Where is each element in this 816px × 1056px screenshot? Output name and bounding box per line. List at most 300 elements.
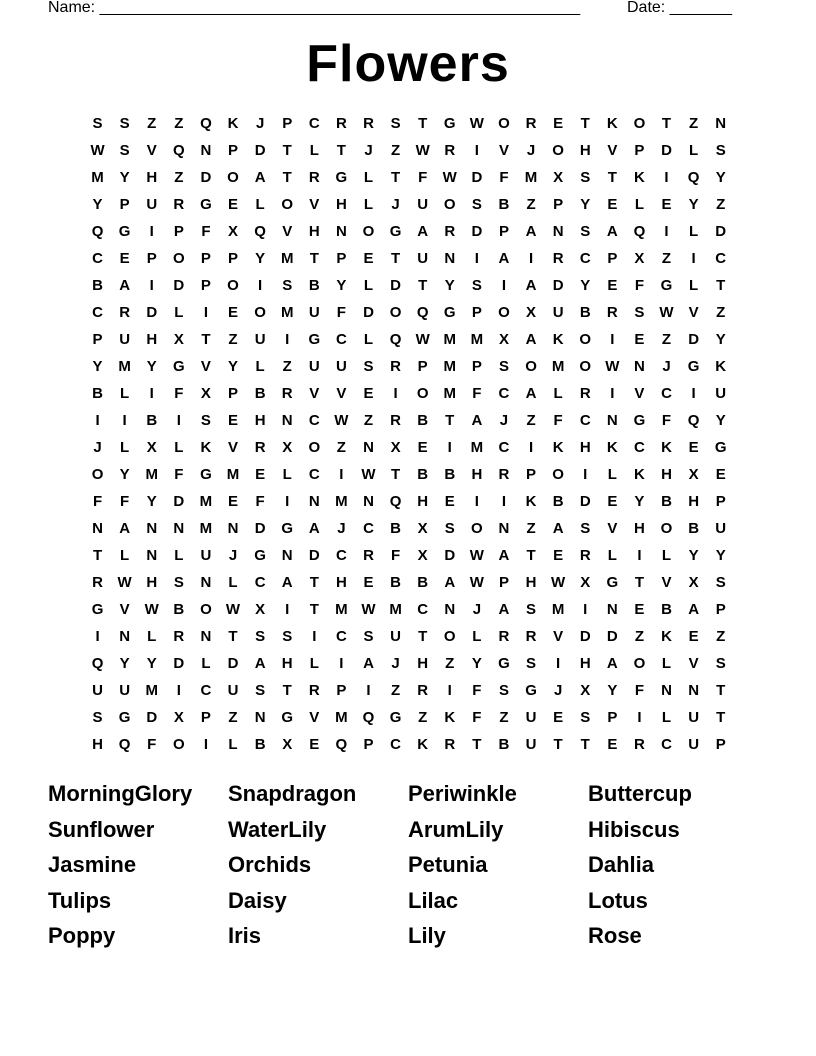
grid-letter[interactable]: B (146, 412, 158, 429)
grid-letter[interactable]: B (552, 493, 564, 510)
grid-letter[interactable]: F (499, 169, 509, 186)
grid-letter[interactable]: W (361, 466, 376, 483)
grid-letter[interactable]: X (255, 601, 266, 618)
grid-letter[interactable]: B (390, 520, 401, 537)
grid-letter[interactable]: Q (91, 223, 104, 240)
grid-letter[interactable]: C (498, 385, 510, 402)
grid-letter[interactable]: J (391, 196, 400, 213)
grid-letter[interactable]: K (552, 331, 564, 348)
grid-letter[interactable]: Z (634, 628, 644, 645)
grid-letter[interactable]: N (444, 601, 456, 618)
grid-letter[interactable]: T (716, 709, 726, 726)
grid-letter[interactable]: V (607, 520, 618, 537)
grid-letter[interactable]: H (661, 466, 672, 483)
grid-letter[interactable]: D (146, 709, 158, 726)
grid-letter[interactable]: D (715, 223, 727, 240)
grid-letter[interactable]: A (417, 223, 429, 240)
grid-letter[interactable]: H (688, 493, 700, 510)
grid-letter[interactable]: E (444, 493, 455, 510)
grid-letter[interactable]: Z (147, 115, 157, 132)
grid-letter[interactable]: Y (471, 655, 482, 672)
grid-letter[interactable]: C (661, 736, 672, 753)
grid-letter[interactable]: Z (716, 628, 726, 645)
grid-letter[interactable]: M (551, 601, 565, 618)
grid-letter[interactable]: Z (390, 682, 401, 699)
grid-letter[interactable]: O (91, 466, 104, 483)
grid-letter[interactable]: X (580, 574, 591, 591)
grid-letter[interactable]: E (607, 277, 618, 294)
grid-letter[interactable]: L (634, 196, 644, 213)
grid-letter[interactable]: R (308, 169, 320, 186)
grid-letter[interactable]: H (281, 655, 293, 672)
grid-letter[interactable]: Y (146, 493, 157, 510)
grid-letter[interactable]: I (122, 412, 127, 429)
grid-letter[interactable]: J (337, 520, 346, 537)
grid-letter[interactable]: K (227, 115, 239, 132)
grid-letter[interactable]: S (471, 196, 482, 213)
grid-letter[interactable]: J (499, 412, 509, 429)
grid-letter[interactable]: U (146, 196, 158, 213)
grid-letter[interactable]: T (418, 277, 428, 294)
grid-letter[interactable]: R (390, 358, 401, 375)
grid-letter[interactable]: O (227, 277, 239, 294)
grid-letter[interactable]: L (689, 277, 699, 294)
grid-letter[interactable]: C (335, 628, 347, 645)
grid-letter[interactable]: J (228, 547, 238, 564)
grid-letter[interactable]: I (339, 466, 344, 483)
grid-letter[interactable]: V (200, 358, 211, 375)
grid-letter[interactable]: S (580, 709, 591, 726)
grid-letter[interactable]: Z (661, 250, 672, 267)
grid-letter[interactable]: I (583, 601, 588, 618)
grid-letter[interactable]: T (336, 142, 346, 159)
grid-letter[interactable]: L (661, 655, 672, 672)
grid-letter[interactable]: R (335, 115, 347, 132)
grid-letter[interactable]: Z (661, 331, 672, 348)
grid-letter[interactable]: C (92, 250, 103, 267)
grid-letter[interactable]: K (606, 115, 618, 132)
grid-letter[interactable]: A (444, 574, 456, 591)
grid-letter[interactable]: O (552, 142, 564, 159)
grid-letter[interactable]: L (363, 331, 374, 348)
grid-letter[interactable]: P (146, 250, 157, 267)
grid-letter[interactable]: T (309, 601, 319, 618)
grid-letter[interactable]: L (120, 547, 130, 564)
grid-letter[interactable]: G (308, 331, 321, 348)
grid-letter[interactable]: P (228, 385, 239, 402)
grid-letter[interactable]: Q (687, 412, 700, 429)
grid-letter[interactable]: M (145, 466, 158, 483)
grid-letter[interactable]: O (443, 628, 456, 645)
grid-letter[interactable]: D (471, 169, 483, 186)
grid-letter[interactable]: R (281, 385, 293, 402)
grid-letter[interactable]: B (661, 601, 672, 618)
grid-letter[interactable]: I (556, 655, 561, 672)
grid-letter[interactable]: N (308, 493, 320, 510)
grid-letter[interactable]: N (254, 709, 266, 726)
grid-letter[interactable]: S (715, 655, 726, 672)
grid-letter[interactable]: F (120, 493, 130, 510)
grid-letter[interactable]: L (689, 223, 699, 240)
grid-letter[interactable]: H (471, 466, 483, 483)
grid-letter[interactable]: P (553, 196, 564, 213)
grid-letter[interactable]: T (92, 547, 103, 564)
grid-letter[interactable]: G (281, 709, 294, 726)
grid-letter[interactable]: S (580, 223, 591, 240)
grid-letter[interactable]: S (390, 115, 401, 132)
grid-letter[interactable]: S (200, 412, 211, 429)
grid-letter[interactable]: A (525, 277, 537, 294)
grid-letter[interactable]: B (92, 385, 103, 402)
grid-letter[interactable]: O (443, 196, 456, 213)
grid-letter[interactable]: Z (336, 439, 346, 456)
grid-letter[interactable]: S (715, 142, 726, 159)
grid-letter[interactable]: B (92, 277, 103, 294)
grid-letter[interactable]: Q (633, 223, 646, 240)
grid-letter[interactable]: O (633, 655, 646, 672)
grid-letter[interactable]: Z (174, 169, 184, 186)
grid-letter[interactable]: F (418, 169, 428, 186)
grid-letter[interactable]: J (93, 439, 102, 456)
grid-letter[interactable]: M (91, 169, 104, 186)
grid-letter[interactable]: I (149, 223, 154, 240)
grid-letter[interactable]: H (146, 331, 158, 348)
grid-letter[interactable]: C (661, 385, 672, 402)
grid-letter[interactable]: E (553, 709, 564, 726)
grid-letter[interactable]: N (335, 223, 347, 240)
grid-letter[interactable]: D (227, 655, 239, 672)
grid-letter[interactable]: L (228, 574, 238, 591)
grid-letter[interactable]: X (688, 466, 699, 483)
grid-letter[interactable]: H (308, 223, 320, 240)
grid-letter[interactable]: E (688, 439, 699, 456)
grid-letter[interactable]: F (255, 493, 265, 510)
grid-letter[interactable]: W (225, 601, 241, 618)
grid-letter[interactable]: I (528, 250, 534, 267)
grid-letter[interactable]: H (254, 412, 266, 429)
grid-letter[interactable]: W (144, 601, 159, 618)
name-field-label[interactable]: Name: ______________________________________________________ (48, 0, 581, 16)
grid-letter[interactable]: N (200, 142, 212, 159)
grid-letter[interactable]: Z (228, 709, 238, 726)
grid-letter[interactable]: D (254, 142, 266, 159)
grid-letter[interactable]: I (474, 250, 479, 267)
grid-letter[interactable]: W (415, 142, 430, 159)
grid-letter[interactable]: Y (255, 250, 266, 267)
grid-letter[interactable]: Y (634, 493, 645, 510)
grid-letter[interactable]: S (498, 682, 509, 699)
grid-letter[interactable]: C (579, 250, 591, 267)
grid-letter[interactable]: I (393, 385, 398, 402)
grid-letter[interactable]: V (146, 142, 157, 159)
grid-letter[interactable]: X (228, 223, 239, 240)
grid-letter[interactable]: G (281, 520, 294, 537)
grid-letter[interactable]: Y (580, 277, 591, 294)
grid-letter[interactable]: T (282, 142, 292, 159)
grid-letter[interactable]: Q (91, 655, 104, 672)
grid-letter[interactable]: Q (335, 736, 348, 753)
grid-letter[interactable]: T (553, 736, 563, 753)
grid-letter[interactable]: E (363, 574, 374, 591)
grid-letter[interactable]: P (715, 493, 726, 510)
grid-letter[interactable]: H (579, 439, 591, 456)
grid-letter[interactable]: E (119, 250, 130, 267)
grid-letter[interactable]: O (471, 520, 483, 537)
grid-letter[interactable]: R (525, 628, 537, 645)
grid-letter[interactable]: Q (389, 493, 402, 510)
grid-letter[interactable]: A (363, 655, 374, 672)
grid-letter[interactable]: P (92, 331, 103, 348)
grid-letter[interactable]: G (525, 682, 537, 699)
grid-letter[interactable]: T (607, 169, 617, 186)
grid-letter[interactable]: N (688, 682, 700, 699)
grid-letter[interactable]: N (661, 682, 672, 699)
grid-letter[interactable]: H (335, 574, 347, 591)
grid-letter[interactable]: C (634, 439, 645, 456)
grid-letter[interactable]: U (525, 736, 537, 753)
grid-letter[interactable]: S (282, 277, 293, 294)
grid-letter[interactable]: Z (418, 709, 428, 726)
grid-letter[interactable]: E (255, 466, 266, 483)
grid-letter[interactable]: H (525, 574, 537, 591)
grid-letter[interactable]: I (447, 439, 452, 456)
grid-letter[interactable]: F (472, 682, 482, 699)
grid-letter[interactable]: G (660, 277, 673, 294)
grid-letter[interactable]: K (634, 466, 645, 483)
grid-letter[interactable]: I (528, 439, 534, 456)
grid-letter[interactable]: B (417, 574, 429, 591)
grid-letter[interactable]: F (390, 547, 401, 564)
grid-letter[interactable]: M (389, 601, 402, 618)
grid-letter[interactable]: W (551, 574, 566, 591)
grid-letter[interactable]: R (552, 250, 564, 267)
grid-letter[interactable]: N (227, 520, 239, 537)
grid-letter[interactable]: U (688, 736, 700, 753)
grid-letter[interactable]: J (255, 115, 265, 132)
grid-letter[interactable]: B (444, 466, 456, 483)
grid-letter[interactable]: N (715, 115, 727, 132)
grid-letter[interactable]: Z (445, 655, 455, 672)
grid-letter[interactable]: O (227, 169, 239, 186)
grid-letter[interactable]: R (444, 736, 456, 753)
grid-letter[interactable]: X (526, 304, 537, 321)
grid-letter[interactable]: N (444, 250, 456, 267)
grid-letter[interactable]: O (308, 439, 321, 456)
grid-letter[interactable]: P (228, 142, 239, 159)
grid-letter[interactable]: X (634, 250, 645, 267)
grid-letter[interactable]: S (92, 115, 103, 132)
grid-letter[interactable]: L (309, 655, 319, 672)
grid-letter[interactable]: C (254, 574, 266, 591)
grid-letter[interactable]: Y (580, 196, 591, 213)
grid-letter[interactable]: L (174, 304, 184, 321)
grid-letter[interactable]: Z (716, 304, 726, 321)
grid-letter[interactable]: C (390, 736, 401, 753)
grid-letter[interactable]: Q (172, 142, 185, 159)
grid-letter[interactable]: C (335, 331, 347, 348)
grid-letter[interactable]: E (607, 736, 618, 753)
grid-letter[interactable]: I (285, 493, 290, 510)
grid-letter[interactable]: L (120, 385, 130, 402)
grid-letter[interactable]: L (363, 277, 374, 294)
grid-letter[interactable]: M (524, 169, 538, 186)
grid-letter[interactable]: C (308, 115, 320, 132)
grid-letter[interactable]: U (552, 304, 564, 321)
grid-letter[interactable]: D (173, 493, 185, 510)
grid-letter[interactable]: F (661, 412, 672, 429)
grid-letter[interactable]: U (254, 331, 266, 348)
grid-letter[interactable]: A (498, 601, 510, 618)
grid-letter[interactable]: P (282, 115, 293, 132)
grid-letter[interactable]: I (474, 142, 479, 159)
grid-letter[interactable]: L (363, 169, 374, 186)
grid-letter[interactable]: N (606, 601, 618, 618)
grid-letter[interactable]: A (606, 655, 618, 672)
grid-letter[interactable]: D (471, 223, 483, 240)
grid-letter[interactable]: T (390, 250, 401, 267)
grid-letter[interactable]: Y (119, 169, 130, 186)
grid-letter[interactable]: G (389, 709, 402, 726)
grid-letter[interactable]: L (228, 736, 238, 753)
grid-letter[interactable]: X (146, 439, 157, 456)
grid-letter[interactable]: F (336, 304, 346, 321)
grid-letter[interactable]: Z (716, 196, 726, 213)
grid-letter[interactable]: V (119, 601, 130, 618)
grid-letter[interactable]: D (146, 304, 158, 321)
grid-letter[interactable]: P (715, 601, 726, 618)
grid-letter[interactable]: R (525, 115, 537, 132)
grid-letter[interactable]: X (173, 331, 184, 348)
grid-letter[interactable]: I (285, 331, 290, 348)
grid-letter[interactable]: N (92, 520, 103, 537)
grid-letter[interactable]: P (336, 682, 347, 699)
grid-letter[interactable]: K (444, 709, 456, 726)
grid-letter[interactable]: S (255, 682, 266, 699)
grid-letter[interactable]: H (146, 169, 158, 186)
grid-letter[interactable]: Y (715, 412, 726, 429)
grid-letter[interactable]: R (634, 736, 645, 753)
grid-letter[interactable]: P (471, 304, 482, 321)
grid-letter[interactable]: I (312, 628, 317, 645)
grid-letter[interactable]: B (498, 736, 510, 753)
grid-letter[interactable]: I (149, 277, 154, 294)
grid-letter[interactable]: X (580, 682, 591, 699)
grid-letter[interactable]: A (525, 223, 537, 240)
grid-letter[interactable]: Y (119, 655, 130, 672)
grid-letter[interactable]: N (119, 628, 131, 645)
grid-letter[interactable]: J (662, 358, 671, 375)
grid-letter[interactable]: P (634, 142, 645, 159)
grid-letter[interactable]: M (551, 358, 565, 375)
grid-letter[interactable]: S (282, 628, 293, 645)
grid-letter[interactable]: R (92, 574, 103, 591)
grid-letter[interactable]: V (309, 709, 320, 726)
grid-letter[interactable]: D (552, 277, 564, 294)
grid-letter[interactable]: D (661, 142, 672, 159)
grid-letter[interactable]: Y (715, 331, 726, 348)
grid-letter[interactable]: L (174, 439, 184, 456)
grid-letter[interactable]: A (606, 223, 618, 240)
grid-letter[interactable]: L (120, 439, 130, 456)
grid-letter[interactable]: V (309, 196, 320, 213)
grid-letter[interactable]: I (258, 277, 263, 294)
grid-letter[interactable]: T (661, 115, 672, 132)
grid-letter[interactable]: S (634, 304, 645, 321)
grid-letter[interactable]: Y (607, 682, 618, 699)
grid-letter[interactable]: C (92, 304, 103, 321)
grid-letter[interactable]: T (580, 115, 590, 132)
grid-letter[interactable]: P (200, 277, 211, 294)
grid-letter[interactable]: M (118, 358, 131, 375)
grid-letter[interactable]: E (634, 601, 645, 618)
grid-letter[interactable]: S (173, 574, 184, 591)
grid-letter[interactable]: W (361, 601, 376, 618)
grid-letter[interactable]: N (146, 520, 158, 537)
grid-letter[interactable]: U (227, 682, 239, 699)
grid-letter[interactable]: R (173, 196, 185, 213)
grid-letter[interactable]: X (417, 547, 428, 564)
grid-letter[interactable]: F (634, 682, 644, 699)
grid-letter[interactable]: I (610, 385, 615, 402)
grid-letter[interactable]: Y (336, 277, 347, 294)
grid-letter[interactable]: V (688, 655, 699, 672)
grid-letter[interactable]: S (444, 520, 455, 537)
grid-letter[interactable]: P (526, 466, 537, 483)
grid-letter[interactable]: G (443, 304, 456, 321)
grid-letter[interactable]: K (200, 439, 212, 456)
grid-letter[interactable]: S (471, 277, 482, 294)
grid-letter[interactable]: A (552, 520, 564, 537)
grid-letter[interactable]: E (417, 439, 428, 456)
grid-letter[interactable]: M (470, 331, 484, 348)
grid-letter[interactable]: Y (688, 547, 699, 564)
grid-letter[interactable]: T (445, 412, 455, 429)
grid-letter[interactable]: D (173, 277, 185, 294)
grid-letter[interactable]: H (634, 520, 645, 537)
grid-letter[interactable]: M (145, 682, 158, 699)
grid-letter[interactable]: U (715, 385, 727, 402)
grid-letter[interactable]: X (200, 385, 211, 402)
grid-letter[interactable]: Y (146, 358, 157, 375)
grid-letter[interactable]: N (281, 547, 293, 564)
grid-letter[interactable]: C (308, 466, 320, 483)
grid-letter[interactable]: P (173, 223, 184, 240)
grid-letter[interactable]: M (335, 709, 348, 726)
grid-letter[interactable]: R (254, 439, 266, 456)
grid-letter[interactable]: I (474, 493, 479, 510)
grid-letter[interactable]: H (579, 655, 591, 672)
grid-letter[interactable]: T (580, 736, 590, 753)
grid-letter[interactable]: Q (254, 223, 266, 240)
grid-letter[interactable]: D (363, 304, 374, 321)
grid-letter[interactable]: A (281, 574, 293, 591)
grid-letter[interactable]: K (417, 736, 429, 753)
grid-letter[interactable]: U (92, 682, 103, 699)
grid-letter[interactable]: W (117, 574, 132, 591)
grid-letter[interactable]: O (172, 736, 185, 753)
grid-letter[interactable]: U (200, 547, 212, 564)
grid-letter[interactable]: S (119, 115, 130, 132)
grid-letter[interactable]: Y (688, 196, 699, 213)
grid-letter[interactable]: S (119, 142, 130, 159)
grid-letter[interactable]: V (553, 628, 564, 645)
grid-letter[interactable]: U (119, 682, 131, 699)
grid-letter[interactable]: A (119, 277, 131, 294)
grid-letter[interactable]: R (363, 547, 374, 564)
grid-letter[interactable]: R (308, 682, 320, 699)
grid-letter[interactable]: D (606, 628, 618, 645)
grid-letter[interactable]: D (200, 169, 212, 186)
